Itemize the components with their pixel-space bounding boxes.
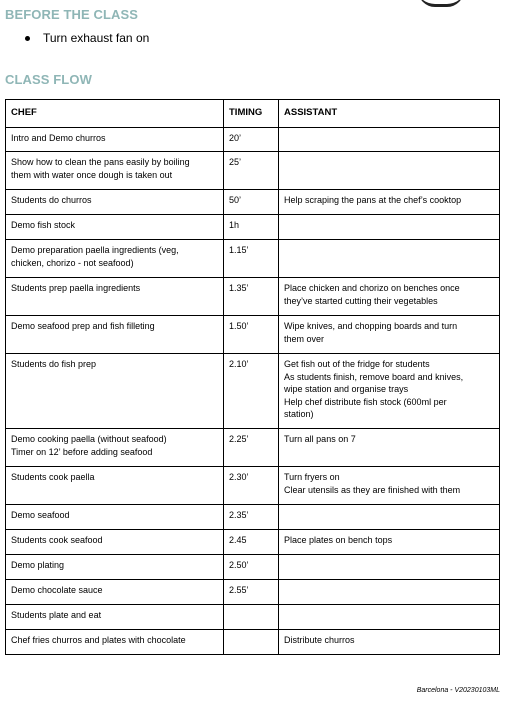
cell-assistant (279, 605, 500, 630)
table-row (6, 467, 500, 505)
cell-assistant: Wipe knives, and chopping boards and turn them over (279, 316, 500, 354)
cell-assistant (279, 555, 500, 580)
cell-chef: Students plate and eat (6, 605, 224, 630)
cell-timing: 1.50’ (224, 316, 279, 354)
cell-chef: Students do churros (6, 190, 224, 215)
table-row (6, 429, 500, 467)
cell-assistant: Distribute churros (279, 630, 500, 655)
cell-timing: 25’ (224, 152, 279, 190)
before-class-heading: BEFORE THE CLASS (5, 7, 139, 22)
cell-chef: Intro and Demo churros (6, 128, 224, 152)
cell-assistant: Turn fryers on Clear utensils as they are finished with them (279, 467, 500, 505)
class-flow-heading: CLASS FLOW (5, 72, 92, 87)
cell-chef: Demo preparation paella ingredients (veg, chicken, chorizo - not seafood) (6, 240, 224, 278)
cell-assistant (279, 240, 500, 278)
bullet-icon (25, 36, 30, 41)
before-class-item (25, 31, 149, 45)
table-row (6, 128, 500, 152)
table-row (6, 316, 500, 354)
cell-assistant: Turn all pans on 7 (279, 429, 500, 467)
footer-version: Barcelona - V20230103ML (416, 687, 500, 694)
cell-timing: 2.55’ (224, 580, 279, 605)
top-arc-decoration (418, 0, 464, 7)
cell-timing: 2.45 (224, 530, 279, 555)
cell-timing: 50’ (224, 190, 279, 215)
column-header-timing: TIMING (224, 100, 279, 128)
cell-chef: Demo plating (6, 555, 224, 580)
cell-chef: Demo chocolate sauce (6, 580, 224, 605)
cell-assistant: Place chicken and chorizo on benches once they’ve started cutting their vegetables (279, 278, 500, 316)
table-row (6, 605, 500, 630)
cell-chef: Demo seafood (6, 505, 224, 530)
cell-timing: 1.35’ (224, 278, 279, 316)
cell-timing: 2.35’ (224, 505, 279, 530)
cell-chef: Chef fries churros and plates with chocolate (6, 630, 224, 655)
cell-assistant: Help scraping the pans at the chef’s cooktop (279, 190, 500, 215)
cell-timing: 2.10’ (224, 354, 279, 429)
cell-assistant (279, 580, 500, 605)
table-row (6, 505, 500, 530)
cell-chef: Demo cooking paella (without seafood) Timer on 12’ before adding seafood (6, 429, 224, 467)
cell-timing: 2.25’ (224, 429, 279, 467)
cell-timing: 20’ (224, 128, 279, 152)
cell-chef: Students prep paella ingredients (6, 278, 224, 316)
cell-timing: 1.15’ (224, 240, 279, 278)
cell-timing: 1h (224, 215, 279, 240)
cell-timing: 2.50’ (224, 555, 279, 580)
table-row (6, 555, 500, 580)
cell-assistant (279, 128, 500, 152)
cell-chef: Students cook seafood (6, 530, 224, 555)
table-row (6, 190, 500, 215)
cell-assistant: Get fish out of the fridge for students As students finish, remove board and knives, wipe station and organise trays Help chef distribute fish stock (600ml per station) (279, 354, 500, 429)
cell-chef: Students do fish prep (6, 354, 224, 429)
cell-assistant (279, 152, 500, 190)
table-row (6, 152, 500, 190)
cell-timing: 2.30’ (224, 467, 279, 505)
table-row (6, 278, 500, 316)
before-class-item-text: Turn exhaust fan on (43, 31, 150, 45)
table-row (6, 215, 500, 240)
cell-assistant (279, 215, 500, 240)
cell-assistant: Place plates on bench tops (279, 530, 500, 555)
table-row (6, 530, 500, 555)
table-row (6, 580, 500, 605)
table-row (6, 630, 500, 655)
cell-chef: Demo seafood prep and fish filleting (6, 316, 224, 354)
cell-chef: Students cook paella (6, 467, 224, 505)
cell-timing (224, 605, 279, 630)
column-header-chef: CHEF (6, 100, 224, 128)
class-flow-table (5, 99, 500, 655)
table-header-row (6, 100, 500, 128)
cell-chef: Show how to clean the pans easily by boiling them with water once dough is taken out (6, 152, 224, 190)
table-row (6, 240, 500, 278)
table-row (6, 354, 500, 429)
cell-assistant (279, 505, 500, 530)
cell-timing (224, 630, 279, 655)
column-header-assistant: ASSISTANT (279, 100, 500, 128)
cell-chef: Demo fish stock (6, 215, 224, 240)
